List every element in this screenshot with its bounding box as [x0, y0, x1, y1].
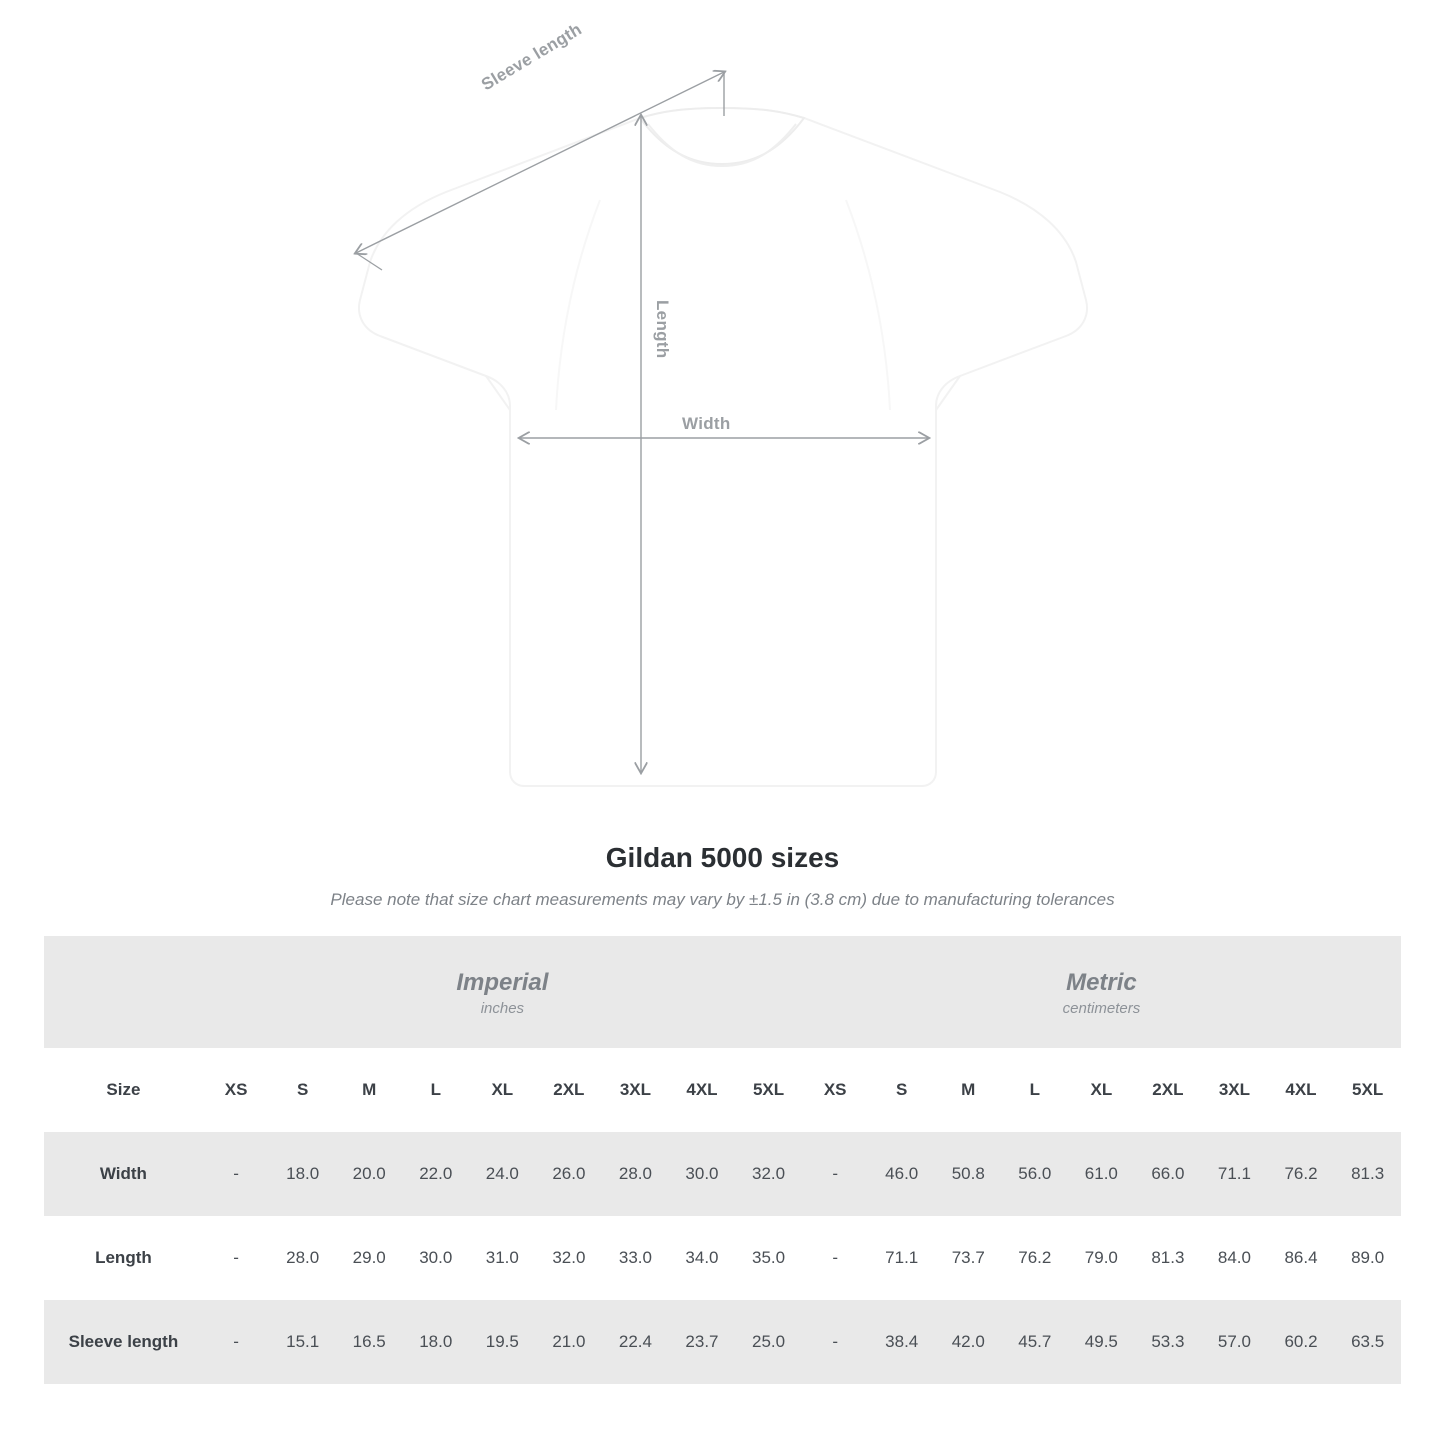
data-cell: 56.0 [1002, 1132, 1069, 1216]
length-label: Length [653, 300, 672, 359]
data-cell: 18.0 [269, 1132, 336, 1216]
page-title: Gildan 5000 sizes [605, 842, 840, 873]
data-cell: 81.3 [1334, 1132, 1401, 1216]
data-cell: 71.1 [868, 1216, 935, 1300]
data-cell: 31.0 [469, 1216, 536, 1300]
unit-group-imperial [203, 936, 802, 1048]
data-cell: 76.2 [1002, 1216, 1069, 1300]
row-label: Length [44, 1216, 203, 1300]
data-cell: 19.5 [469, 1300, 536, 1384]
header-cell: 5XL [735, 1048, 802, 1132]
unit-system-row [44, 936, 1401, 1048]
size-header-row [44, 1048, 1401, 1132]
data-cell: 33.0 [602, 1216, 669, 1300]
data-cell: 34.0 [669, 1216, 736, 1300]
unit-system-name: Imperial [456, 969, 549, 997]
header-cell: L [1002, 1048, 1069, 1132]
data-cell: 18.0 [403, 1300, 470, 1384]
tshirt-shape [359, 108, 1087, 786]
data-cell: 84.0 [1201, 1216, 1268, 1300]
header-cell: 2XL [536, 1048, 603, 1132]
data-cell: 15.1 [269, 1300, 336, 1384]
unit-name: centimeters [1062, 999, 1141, 1017]
data-cell: 38.4 [868, 1300, 935, 1384]
header-cell: 3XL [1201, 1048, 1268, 1132]
table-row [44, 1300, 1401, 1384]
header-cell: XS [802, 1048, 869, 1132]
data-cell: 81.3 [1135, 1216, 1202, 1300]
column-header-size: Size [44, 1048, 203, 1132]
unit-system-name: Metric [1066, 969, 1137, 997]
data-cell: 89.0 [1334, 1216, 1401, 1300]
unit-row-spacer [44, 936, 203, 1048]
data-cell: 66.0 [1135, 1132, 1202, 1216]
header-cell: 2XL [1135, 1048, 1202, 1132]
header-cell: L [403, 1048, 470, 1132]
data-cell: 28.0 [602, 1132, 669, 1216]
data-cell: 22.0 [403, 1132, 470, 1216]
data-cell: 24.0 [469, 1132, 536, 1216]
data-cell: 30.0 [669, 1132, 736, 1216]
header-cell: 3XL [602, 1048, 669, 1132]
data-cell: 25.0 [735, 1300, 802, 1384]
header-cell: S [269, 1048, 336, 1132]
unit-name: inches [480, 999, 525, 1017]
header-cell: M [935, 1048, 1002, 1132]
header-cell: M [336, 1048, 403, 1132]
header-cell: XS [203, 1048, 270, 1132]
data-cell: 26.0 [536, 1132, 603, 1216]
data-cell: 53.3 [1135, 1300, 1202, 1384]
table-row [44, 1132, 1401, 1216]
data-cell: - [203, 1300, 270, 1384]
data-cell: 22.4 [602, 1300, 669, 1384]
data-cell: 35.0 [735, 1216, 802, 1300]
header-cell: 5XL [1334, 1048, 1401, 1132]
data-cell: 32.0 [536, 1216, 603, 1300]
data-cell: 86.4 [1268, 1216, 1335, 1300]
data-cell: - [802, 1300, 869, 1384]
data-cell: 16.5 [336, 1300, 403, 1384]
width-label: Width [682, 414, 731, 433]
data-cell: - [802, 1132, 869, 1216]
data-cell: - [203, 1132, 270, 1216]
data-cell: 79.0 [1068, 1216, 1135, 1300]
tolerance-note: Please note that size chart measurements may vary by ±1.5 in (3.8 cm) due to manufacturing tolerances [330, 890, 1115, 909]
data-cell: 30.0 [403, 1216, 470, 1300]
table-row [44, 1216, 1401, 1300]
data-cell: 23.7 [669, 1300, 736, 1384]
data-cell: 60.2 [1268, 1300, 1335, 1384]
size-table-wrapper [0, 936, 1445, 1384]
header-cell: XL [1068, 1048, 1135, 1132]
data-cell: 49.5 [1068, 1300, 1135, 1384]
header-cell: XL [469, 1048, 536, 1132]
data-cell: 76.2 [1268, 1132, 1335, 1216]
data-cell: 29.0 [336, 1216, 403, 1300]
data-cell: 32.0 [735, 1132, 802, 1216]
sleeve-length-label: Sleeve length [478, 19, 586, 95]
header-cell: 4XL [1268, 1048, 1335, 1132]
unit-group-metric [802, 936, 1401, 1048]
data-cell: 46.0 [868, 1132, 935, 1216]
row-label: Sleeve length [44, 1300, 203, 1384]
data-cell: 21.0 [536, 1300, 603, 1384]
size-table [44, 936, 1401, 1384]
data-cell: 42.0 [935, 1300, 1002, 1384]
data-cell: 73.7 [935, 1216, 1002, 1300]
header-cell: 4XL [669, 1048, 736, 1132]
data-cell: 28.0 [269, 1216, 336, 1300]
data-cell: 20.0 [336, 1132, 403, 1216]
data-cell: - [203, 1216, 270, 1300]
row-label: Width [44, 1132, 203, 1216]
data-cell: 71.1 [1201, 1132, 1268, 1216]
header-cell: S [868, 1048, 935, 1132]
data-cell: - [802, 1216, 869, 1300]
data-cell: 50.8 [935, 1132, 1002, 1216]
data-cell: 63.5 [1334, 1300, 1401, 1384]
data-cell: 57.0 [1201, 1300, 1268, 1384]
data-cell: 45.7 [1002, 1300, 1069, 1384]
data-cell: 61.0 [1068, 1132, 1135, 1216]
